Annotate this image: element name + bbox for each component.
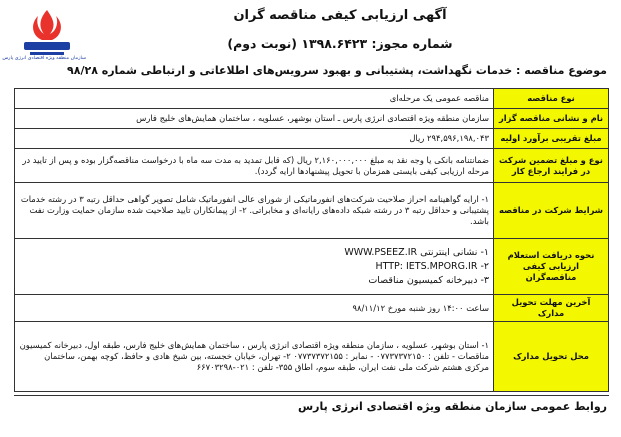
row-value: ساعت ۱۴:۰۰ روز شنبه مورخ ۹۸/۱۱/۱۲ [15,295,494,322]
iets-line: ۲- HTTP: IETS.MPORG.IR [375,260,489,272]
row-label: نوع مناقصه [494,89,609,109]
row-value [15,239,494,295]
table-row [15,295,609,322]
row-label: شرایط شرکت در مناقصه [494,183,609,239]
row-label: نوع و مبلغ تضمین شرکت در فرایند ارجاع کار [494,149,609,183]
row-value: مناقصه عمومی یک مرحله‌ای [15,89,494,109]
table-row [15,322,609,392]
footer-divider [14,395,609,396]
row-label: محل تحویل مدارک [494,322,609,392]
row-value: ۲۹۴,۵۹۶,۱۹۸,۰۴۳ ریال [15,129,494,149]
secretariat-line: ۳- دبیرخانه کمیسیون مناقصات [368,274,489,286]
row-label: نام و نشانی مناقصه گزار [494,109,609,129]
ad-title: آگهی ارزیابی کیفی مناقصه گران [233,8,447,23]
row-label: نحوه دریافت استعلام ارزیابی کیفی مناقصه‌گران [494,239,609,295]
organization-logo [2,6,86,64]
table-row [15,109,609,129]
ad-header [0,0,621,88]
table-row [15,89,609,109]
row-label: آخرین مهلت تحویل مدارک [494,295,609,322]
table-row [15,239,609,295]
row-value: ۱- استان بوشهر، عسلویه ، سازمان منطقه ویژه اقتصادی انرژی پارس ، ساختمان همایش‌های خلیج فارس، طبقه اول، دبیرخانه کمیسیون مناقصات - تلفن : ۰۷۷۳۷۳۷۲۱۵۰ - نمابر : ۰۷۷۳۷۳۷۲۱۵۵ ۲- تهران، خیابان خجسته، بین شیخ هادی و حافظ، کوچه بهمن، ساختمان مرکزی هشتم شرکت ملی نفت ایران، طبقه سوم، اطاق ۳۵۵- تلفن : ۰۲۱-۶۶۷۰۳۲۹۸ [15,322,494,392]
row-value: سازمان منطقه ویژه اقتصادی انرژی پارس ـ استان بوشهر، عسلویه ، ساختمان همایش‌های خلیج فارس [15,109,494,129]
logo-caption: سازمان منطقه ویژه اقتصادی انرژی پارس [2,56,86,61]
table-row [15,149,609,183]
row-label: مبلغ تقریبی برآورد اولیه [494,129,609,149]
permit-number: شماره مجوز: ۱۳۹۸.۶۴۲۳ (نوبت دوم) [227,36,453,51]
table-row [15,129,609,149]
tender-details-table [14,88,609,392]
table-row [15,183,609,239]
tender-subject: موضوع مناقصه : خدمات نگهداشت، پشتیبانی و بهبود سرویس‌های اطلاعاتی و ارتباطی شماره ۹۸/۲۸ [67,64,607,77]
row-value: ضمانتنامه بانکی یا وجه نقد به مبلغ ۲,۱۶۰,۰۰۰,۰۰۰ ریال (که قابل تمدید به مدت سه ماه با درخواست مناقصه‌گزار بوده و پس از تایید در مرحله ارزیابی کیفی بایستی همزمان با تحویل پیشنهادها ارایه گردد). [15,149,494,183]
row-value: ۱- ارایه گواهینامه احراز صلاحیت شرکت‌های انفورماتیکی از شورای عالی انفورماتیک شامل تصویر گواهی حداقل رتبه ۳ در رشته خدمات پشتیبانی و حداقل رتبه ۳ در رشته شبکه داده‌های رایانه‌ای و مخابراتی. ۲- از پیمانکاران تایید صلاحیت شده سازمان حمایت وزارت نفت باشد. [15,183,494,239]
website-line: ۱- نشانی اینترنتی WWW.PSEEZ.IR [344,246,489,258]
public-relations-footer: روابط عمومی سازمان منطقه ویژه اقتصادی انرژی پارس [298,400,607,413]
